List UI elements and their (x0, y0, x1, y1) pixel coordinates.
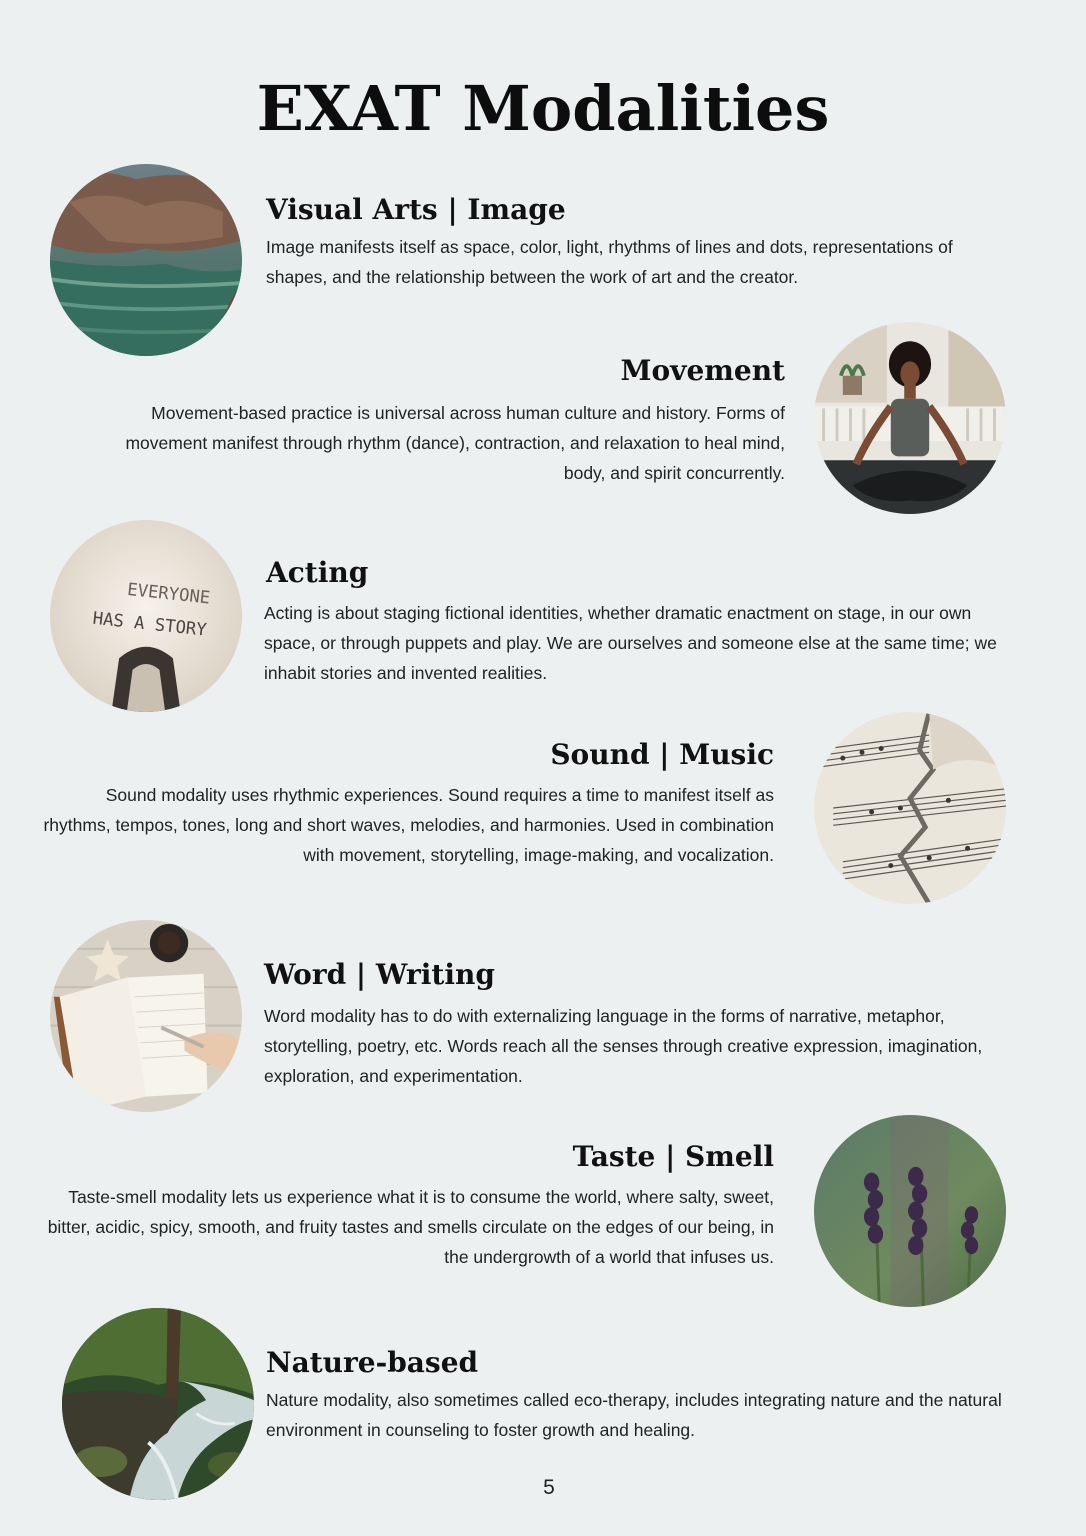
visual-arts-text: Image manifests itself as space, color, light, rhythms of lines and dots, representations of shapes, and the relationship between the work of art and the creator. (266, 237, 953, 287)
word-writing-heading: Word | Writing (264, 958, 495, 991)
nature-based-text: Nature modality, also sometimes called eco-therapy, includes integrating nature and the natural environment in counseling to foster growth and healing. (266, 1390, 1002, 1440)
movement-image (814, 322, 1006, 514)
page-number: 5 (543, 1476, 555, 1499)
word-writing-text: Word modality has to do with externalizing language in the forms of narrative, metaphor, storytelling, poetry, etc. Words reach all the senses through creative expression, imagination, exploration, and experimentation. (264, 1006, 983, 1086)
movement-text: Movement-based practice is universal across human culture and history. Forms of movement manifest through rhythm (dance), contraction, and relaxation to heal mind, body, and spirit concurrently. (125, 403, 785, 483)
acting-image-text-1: EVERYONE (126, 579, 212, 609)
taste-smell-image (814, 1115, 1006, 1307)
sound-music-text: Sound modality uses rhythmic experiences. Sound requires a time to manifest itself as rhythms, tempos, tones, long and short waves, melodies, and harmonies. Used in combination with movement, storytelling, image-making, and vocalization. (43, 785, 774, 865)
acting-image-text-2: HAS A STORY (91, 608, 208, 641)
taste-smell-text: Taste-smell modality lets us experience what it is to consume the world, where salty, sweet, bitter, acidic, spicy, smooth, and fruity tastes and smells circulate on the edges of our being, in the undergrowth of a world that infuses us. (47, 1187, 774, 1267)
acting-image (50, 520, 242, 712)
nature-based-image (62, 1308, 254, 1500)
sound-music-heading: Sound | Music (550, 738, 774, 771)
acting-text: Acting is about staging fictional identities, whether dramatic enactment on stage, in our own space, or through puppets and play. We are ourselves and someone else at the same time; we inhabit stories and invented realities. (264, 603, 997, 683)
visual-arts-heading: Visual Arts | Image (266, 193, 566, 226)
nature-based-heading: Nature-based (266, 1346, 479, 1379)
sound-music-image (814, 712, 1006, 904)
page-title: EXAT Modalities (256, 72, 830, 145)
acting-heading: Acting (266, 556, 369, 589)
visual-arts-image (50, 164, 242, 356)
word-writing-image (50, 920, 242, 1112)
taste-smell-heading: Taste | Smell (572, 1140, 774, 1173)
movement-heading: Movement (620, 354, 785, 387)
